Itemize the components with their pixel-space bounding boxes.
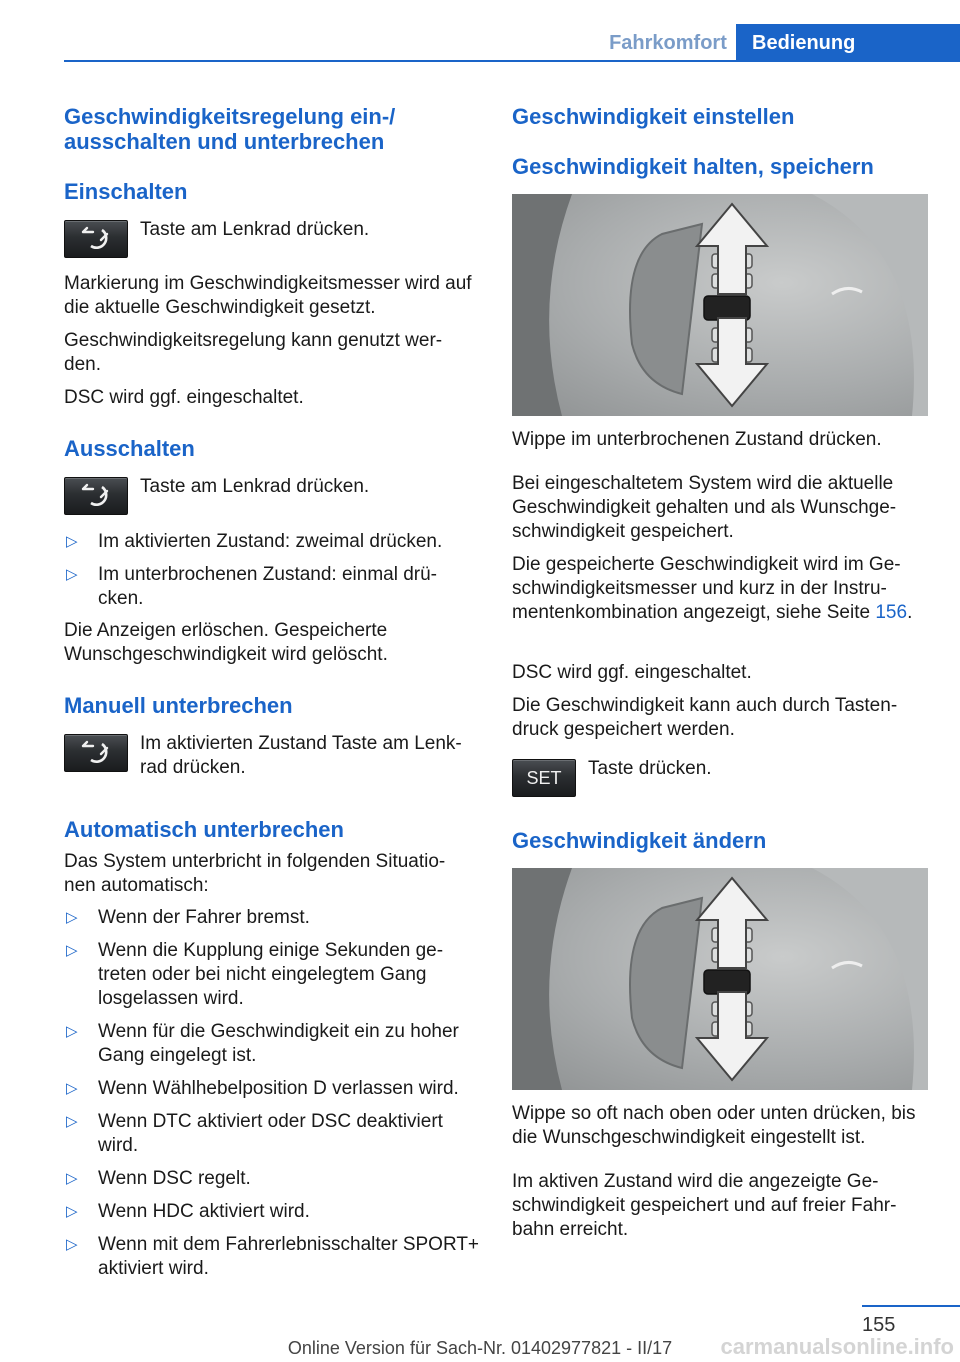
aendern-caption: Wippe so oft nach oben oder unten drücken, bis die Wunschgeschwindigkeit eingestellt ist.	[512, 1103, 916, 1148]
subheading-manuell: Manuell unterbrechen	[64, 693, 293, 718]
list-item: ▷ Wenn der Fahrer bremst.	[66, 907, 310, 928]
halten-p3: DSC wird ggf. eingeschaltet.	[512, 662, 752, 683]
automatisch-intro: Das System unterbricht in folgenden Situatio‐ nen automatisch:	[64, 851, 446, 896]
page-link-156[interactable]: 156	[875, 602, 908, 623]
header-rule	[64, 60, 960, 62]
steering-wheel-illustration	[512, 194, 928, 416]
list-item: ▷ Wenn für die Geschwindigkeit ein zu hoher Gang eingelegt ist.	[66, 1021, 459, 1066]
list-item: ▷ Wenn mit dem Fahrerlebnisschalter SPORT+ aktiviert wird.	[66, 1234, 480, 1279]
section-heading-ein-aus: Geschwindigkeitsregelung ein-/ ausschalten und unterbrechen	[64, 104, 396, 154]
subheading-automatisch: Automatisch unterbrechen	[64, 817, 344, 842]
set-caption: Taste drücken.	[588, 758, 712, 779]
section-heading-einstellen: Geschwindigkeit einstellen	[512, 104, 795, 129]
list-item: ▷ Wenn DTC aktiviert oder DSC deaktiviert wird.	[66, 1111, 443, 1156]
steering-wheel-illustration	[512, 868, 928, 1090]
halten-p4: Die Geschwindigkeit kann auch durch Tasten‐ druck gespeichert werden.	[512, 695, 898, 740]
list-item: ▷ Wenn Wählhebelposition D verlassen wird.	[66, 1078, 459, 1099]
subheading-aendern: Geschwindigkeit ändern	[512, 828, 767, 853]
watermark: carmanualsonline.info	[720, 1334, 954, 1359]
subheading-ausschalten: Ausschalten	[64, 436, 195, 461]
subheading-halten: Geschwindigkeit halten, speichern	[512, 154, 874, 179]
steering-wheel-rocker-photo	[512, 194, 928, 416]
list-item: ▷ Im aktivierten Zustand: zweimal drücken.	[66, 531, 443, 552]
halten-p2: Die gespeicherte Geschwindigkeit wird im Ge‐ schwindigkeitsmesser und kurz in der Instru‐ mentenkombination angezeigt, siehe Seite 156.	[512, 554, 913, 623]
einschalten-caption: Taste am Lenkrad drücken.	[140, 219, 370, 240]
einschalten-p3: DSC wird ggf. eingeschaltet.	[64, 387, 304, 408]
manuell-caption: Im aktivierten Zustand Taste am Lenk‐ rad drücken.	[140, 733, 462, 778]
einschalten-p2: Geschwindigkeitsregelung kann genutzt wer‐ den.	[64, 330, 443, 375]
tab-fahrkomfort[interactable]: Fahrkomfort	[609, 32, 727, 54]
aendern-p1: Im aktiven Zustand wird die angezeigte Ge‐ schwindigkeit gespeichert und auf freier Fahr‐ bahn erreicht.	[512, 1171, 897, 1240]
cruise-control-button-image	[64, 220, 128, 258]
cruise-control-button-image	[64, 477, 128, 515]
list-item: ▷ Wenn DSC regelt.	[66, 1168, 251, 1189]
tab-bedienung[interactable]: Bedienung	[736, 24, 960, 62]
ausschalten-caption: Taste am Lenkrad drücken.	[140, 476, 370, 497]
page-number: 155	[862, 1314, 896, 1336]
footer-version: Online Version für Sach-Nr. 01402977821 - II/17	[287, 1338, 673, 1358]
subheading-einschalten: Einschalten	[64, 179, 188, 204]
cruise-control-button-image	[64, 734, 128, 772]
steering-wheel-rocker-photo	[512, 868, 928, 1090]
list-item: ▷ Wenn die Kupplung einige Sekunden ge‐ treten oder bei nicht eingelegtem Gang losgelassen wird.	[66, 940, 444, 1009]
list-item: ▷ Wenn HDC aktiviert wird.	[66, 1201, 310, 1222]
halten-caption: Wippe im unterbrochenen Zustand drücken.	[512, 429, 882, 450]
set-button-image: SET	[512, 759, 576, 797]
list-item: ▷ Im unterbrochenen Zustand: einmal drü‐ cken.	[66, 564, 438, 609]
ausschalten-p1: Die Anzeigen erlöschen. Gespeicherte Wunschgeschwindigkeit wird gelöscht.	[64, 620, 388, 665]
cruise-control-icon	[79, 481, 113, 511]
halten-p1: Bei eingeschaltetem System wird die aktuelle Geschwindigkeit gehalten und als Wunschge‐ schwindigkeit gespeichert.	[512, 473, 897, 542]
cruise-control-icon	[79, 738, 113, 768]
cruise-control-icon	[79, 224, 113, 254]
footer-rule	[862, 1305, 960, 1307]
einschalten-p1: Markierung im Geschwindigkeitsmesser wird auf die aktuelle Geschwindigkeit gesetzt.	[64, 273, 472, 318]
